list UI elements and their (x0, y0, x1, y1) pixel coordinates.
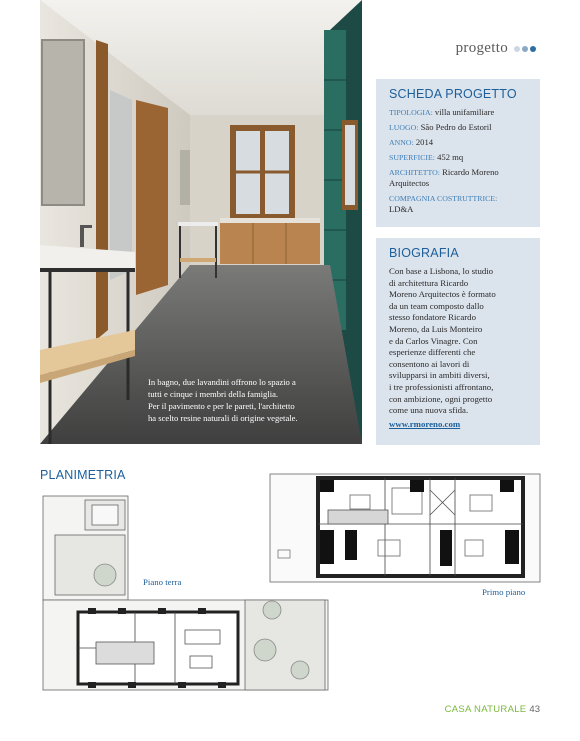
caption-line-3: Per il pavimento e per le pareti, l'architetto (148, 401, 295, 411)
spec-key: LUOGO: (389, 123, 419, 132)
spec-value: 452 mq (437, 152, 464, 162)
bio-line: stesso fondatore Ricardo (389, 312, 476, 323)
plans-title: PLANIMETRIA (40, 468, 126, 482)
spec-value: LD&A (389, 204, 414, 214)
spec-key: SUPERFICIE: (389, 153, 435, 162)
bio-line: di architettura Ricardo (389, 277, 469, 288)
bio-line: Con base a Lisbona, lo studio (389, 266, 494, 276)
magazine-name: CASA NATURALE (444, 704, 527, 715)
bio-line: i tre professionisti affrontano, (389, 381, 494, 392)
caption-line-2: tutti e cinque i membri della famiglia. (148, 389, 279, 399)
ground-floor-label: Piano terra (143, 577, 182, 587)
spec-key: ANNO: (389, 138, 414, 147)
caption-line-1: In bagno, due lavandini offrono lo spazio a (148, 377, 296, 387)
bio-line: come una nuova sfida. (389, 405, 469, 416)
bio-line: da un team composto dallo (389, 300, 484, 311)
spec-value: São Pedro do Estoril (420, 122, 492, 132)
spec-key: ARCHITETTO: (389, 168, 440, 177)
biography-title: BIOGRAFIA (389, 246, 459, 260)
website-link[interactable]: www.rmoreno.com (389, 418, 461, 429)
caption-line-4: ha scelto resine naturali di origine vegetale. (148, 413, 298, 423)
bio-line: Moreno, da Luis Monteiro (389, 323, 483, 334)
section-word: progetto (455, 40, 508, 56)
bio-line: Moreno Arquitectos è formato (389, 289, 496, 300)
spec-key: TIPOLOGIA: (389, 108, 433, 117)
page-footer (445, 704, 540, 715)
spec-value: villa unifamiliare (434, 107, 495, 117)
bio-line: consentono ai lavori di (389, 358, 470, 369)
bio-line: con ambizione, ogni progetto (389, 393, 493, 404)
bio-line: svilupparsi in ambiti diversi, (389, 370, 490, 381)
first-floor-label: Primo piano (482, 587, 526, 597)
spec-key: COMPAGNIA COSTRUTTRICE: (389, 194, 498, 203)
bio-line: esperienze differenti che (389, 347, 476, 358)
bio-line: e da Carlos Vinagre. Con (389, 335, 478, 346)
page-number: 43 (529, 704, 540, 715)
spec-value: 2014 (415, 137, 434, 147)
first-floor-plan (270, 474, 540, 582)
project-sheet-title: SCHEDA PROGETTO (389, 87, 517, 101)
spec-value: Ricardo Moreno Arquitectos (389, 167, 499, 188)
